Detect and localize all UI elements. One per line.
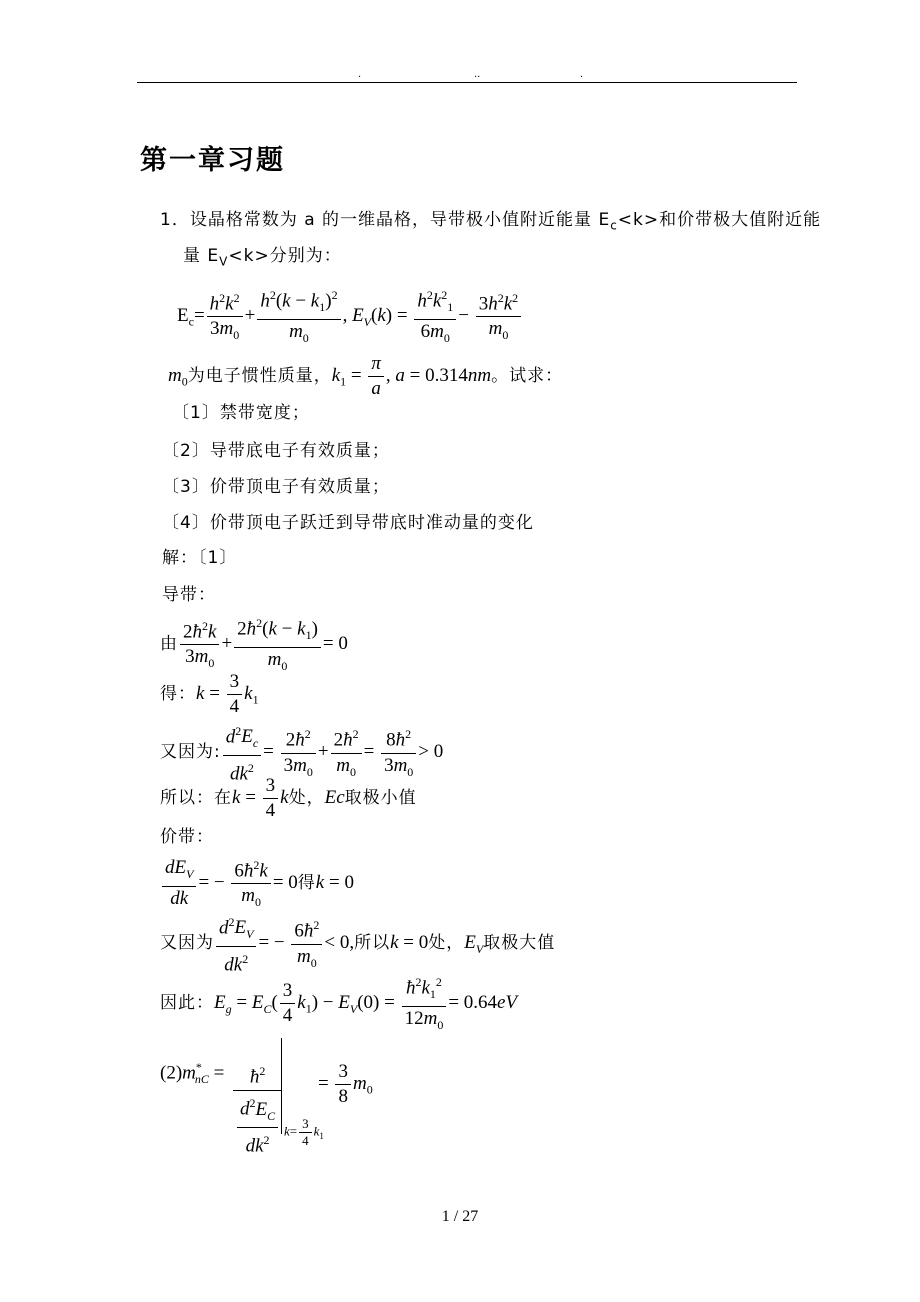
question-1: 〔1〕禁带宽度； [172,403,310,423]
k-result: 得：k = $\frac{3}{4}$ $k_1$ [160,671,259,717]
solution-heading: 解：〔1〕 [162,548,238,568]
header-mark: . [358,69,362,80]
ec-minimum-statement: 所以：在k = $\frac{3}{4}$ k处，Ec取极小值 [160,775,417,821]
effective-mass-fraction: $ħ^2$ $\frac{d^2E_C}{dk^2}$ [233,1058,282,1159]
problem-line-1: 1．设晶格常数为 a 的一维晶格，导带极小值附近能量 $E_c<k>$和价带极大值附近能 [160,210,822,233]
evaluation-point: k= $\frac{3}{4}$ $k_1$ [284,1116,324,1148]
effective-mass-cb: $(2)m^*_{nC}$ = [160,1060,225,1087]
energy-equations: $E_c=$ $\frac{h^2k^2}{3m_0}$ + $\frac{h^2(k - k_1)^2}{m_0}$ , $E_V(k)$ = $\frac{h^2k^2_1}{6m_0}$ − $\frac{3h^2k^2}{m_0}$ [177,283,523,350]
effective-mass-result: = $\frac{3}{8}$ $m_0$ [318,1061,373,1107]
conduction-band-label: 导带： [162,585,216,605]
header-rule [137,82,797,83]
derivative-equation-vb: $\frac{dE_V}{dk}$ = − $\frac{6ħ^2k}{m_0}$ = 0得k = 0 [160,853,354,914]
derivative-equation-cb: 由 $\frac{2ħ^2k}{3m_0}$ + $\frac{2ħ^2(k - k_1)}{m_0}$ = 0 [160,611,348,678]
valence-band-label: 价带： [160,827,214,847]
header-mark: .. [474,69,481,80]
question-4: 〔4〕价带顶电子跃迁到导带底时准动量的变化 [162,513,534,533]
evaluation-bar [281,1038,282,1134]
problem-line-2: 量 $E_V<k>$分别为： [183,246,342,269]
question-3: 〔3〕价带顶电子有效质量； [162,477,390,497]
question-2: 〔2〕导带底电子有效质量； [162,441,390,461]
second-derivative-vb: 又因为 $\frac{d^2E_V}{dk^2}$ = − $\frac{6ħ^2}{m_0}$ < 0,所以k = 0处，$E_V$取极大值 [160,915,556,976]
second-derivative-cb: 又因为: $\frac{d^2E_c}{dk^2}$ = $\frac{2ħ^2}{3m_0}$ + $\frac{2ħ^2}{m_0}$ = $\frac{8ħ^2}{3m_0}$ > 0 [160,724,444,785]
header-mark: . [580,69,584,80]
chapter-title: 第一章习题 [140,145,285,176]
m0-definition: $m_0$为电子惯性质量，$k_1$ = $\frac{\pi}{a}$ , a = 0.314nm。试求： [168,353,564,399]
page-number: 1 / 27 [441,1208,479,1225]
band-gap-result: 因此：$E_g = E_C$( $\frac{3}{4}$ $k_1) - E_V(0)$ = $\frac{ħ^2k_1^2}{12m_0}$ = 0.64eV [160,970,517,1037]
